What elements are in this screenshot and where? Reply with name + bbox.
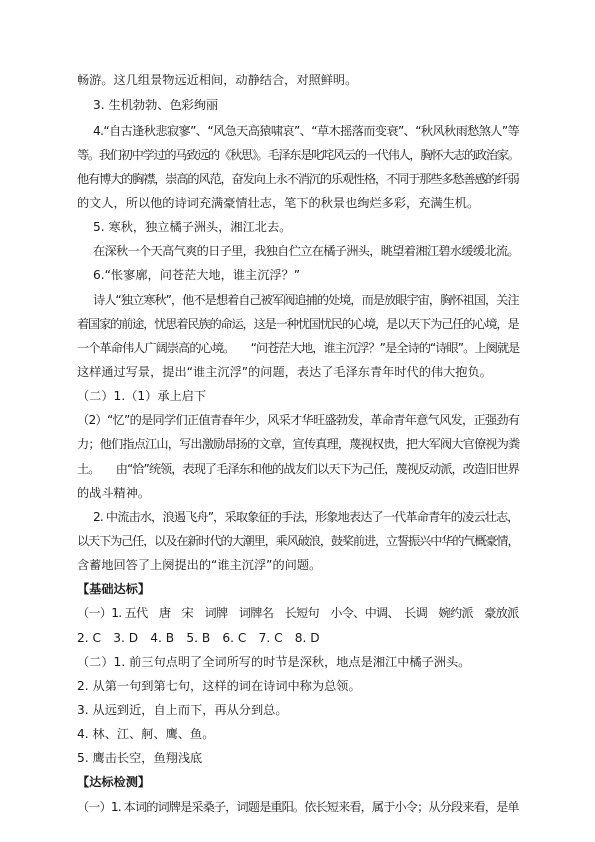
- text-line: 诗人“独立寒秋”，他不是想着自己被军阀追捕的处境，而是放眼宇宙，胸怀祖国，关注: [93, 293, 519, 307]
- text-line: 在深秋一个天高气爽的日子里，我独自伫立在橘子洲头，眺望着湘江碧水缓缓北流。: [93, 244, 519, 258]
- text-line: 6.“怅寥廓，问苍茫大地，谁主沉浮？”: [93, 268, 301, 282]
- text-line: 这样通过写景，提出“谁主沉浮”的问题，表达了毛泽东青年时代的伟大抱负。: [77, 365, 492, 379]
- text-line: 的战斗精神。: [77, 486, 151, 500]
- text-line: 他有博大的胸襟，崇高的风范，奋发向上永不消沉的乐观性格，不同于那些多愁善感的纤弱: [77, 172, 519, 186]
- text-line: 5. 鹰击长空，鱼翔浅底: [77, 751, 203, 765]
- text-line: 2. 从第一句到第七句，这样的词在诗词中称为总领。: [77, 679, 361, 693]
- text-line: （一）1. 五代 唐 宋 词牌 词牌名 长短句 小令、中调、 长调 婉约派 豪放派: [77, 606, 519, 620]
- text-line: 着国家的前途，忧思着民族的命运，这是一种忧国忧民的心境，是以天下为己任的心境，是: [77, 317, 519, 331]
- text-line: 含蓄地回答了上阕提出的“谁主沉浮”的问题。: [77, 558, 322, 572]
- section-heading: 【基础达标】: [77, 582, 151, 596]
- text-line: 3. 从远到近，自上而下，再从分到总。: [77, 703, 288, 717]
- text-line: 4.“自古逢秋悲寂寥”、“风急天高猿啸哀”、“草木摇落而变衰”、“秋风秋雨愁煞人”等: [93, 124, 520, 138]
- text-line: 2. 中流击水，浪遏飞舟”，采取象征的手法，形象地表达了一代革命青年的凌云壮志，: [93, 510, 519, 524]
- text-line: （一）1. 本词的词牌是采桑子，词题是重阳。依长短来看，属于小令；从分段来看，是单: [77, 800, 519, 814]
- section-heading: 【达标检测】: [77, 775, 151, 789]
- text-line: 4. 林、江、舸、鹰、鱼。: [77, 727, 215, 741]
- text-line: 土。 由“恰”统领，表现了毛泽东和他的战友们以天下为己任，蔑视反动派，改造旧世界: [77, 462, 519, 476]
- text-line: 的文人，所以他的诗词充满豪情壮志，笔下的秋景也绚烂多彩，充满生机。: [77, 196, 480, 210]
- text-line: 以天下为己任，以及在新时代的大潮里，乘风破浪，鼓桨前进，立誓振兴中华的气概豪情，: [77, 534, 519, 548]
- text-line: 一个革命伟人广阔崇高的心境。 “问苍茫大地，谁主沉浮？”是全诗的“诗眼”。上阕就是: [77, 341, 520, 355]
- text-line: 畅游。这几组景物远近相间，动静结合，对照鲜明。: [77, 73, 358, 87]
- text-line: （二）1. 前三句点明了全词所写的时节是深秋，地点是湘江中橘子洲头。: [77, 655, 471, 669]
- text-line: 等。我们初中学过的马致远的《秋思》。毛泽东是叱咤风云的一代伟人，胸怀大志的政治家。: [77, 148, 519, 162]
- text-line: 3. 生机勃勃、色彩绚丽: [93, 98, 219, 112]
- text-line: 5. 寒秋，独立橘子洲头，湘江北去。: [93, 220, 292, 234]
- text-line: （2）“忆”的是同学们正值青春年少，风采才华旺盛勃发，革命青年意气风发，正强劲有: [77, 413, 520, 427]
- text-line: 2. C 3. D 4. B 5. B 6. C 7. C 8. D: [77, 631, 320, 645]
- text-line: 力；他们指点江山，写出激励昂扬的文章，宣传真理，蔑视权贵，把大军阀大官僚视为粪: [77, 437, 520, 451]
- text-line: （二）1.（1）承上启下: [77, 389, 207, 403]
